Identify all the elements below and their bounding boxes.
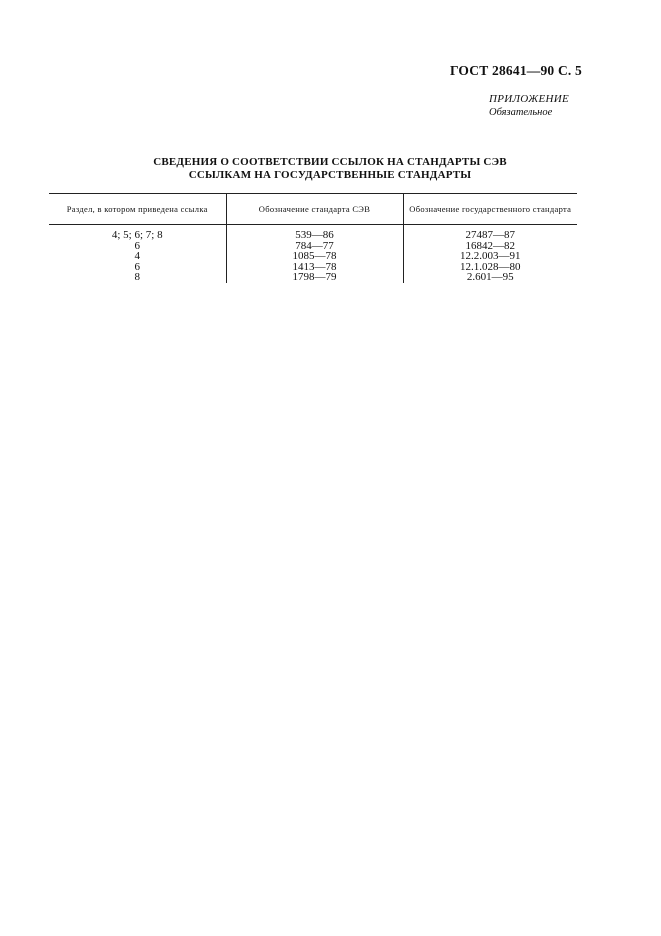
appendix-note: Обязательное [489, 107, 553, 118]
cell-cmea-standard: 1085—78 [226, 251, 403, 262]
cell-cmea-standard: 1413—78 [226, 262, 403, 273]
cell-state-standard: 2.601—95 [403, 272, 577, 283]
cell-state-standard: 27487—87 [403, 225, 577, 241]
cell-state-standard: 16842—82 [403, 241, 577, 252]
page-header-designation: ГОСТ 28641—90 С. 5 [449, 63, 582, 78]
document-title-line-2: ССЫЛКАМ НА ГОСУДАРСТВЕННЫЕ СТАНДАРТЫ [188, 169, 472, 181]
standards-reference-table [49, 193, 577, 283]
cell-section: 6 [134, 239, 140, 252]
cell-state-standard: 12.1.028—80 [403, 262, 577, 273]
appendix-block [489, 93, 569, 119]
cell-state-standard: 12.2.003—91 [403, 251, 577, 262]
cell-cmea-standard: 784—77 [226, 241, 403, 252]
table-header-row [49, 194, 577, 225]
cell-section: 8 [134, 271, 140, 284]
column-header-cmea-standard: Обозначение стандарта СЭВ [226, 194, 403, 225]
table-row [49, 272, 577, 283]
cell-section: 4 [134, 250, 140, 263]
document-title [100, 156, 560, 182]
column-header-section: Раздел, в котором приведена ссылка [49, 194, 226, 225]
cell-cmea-standard: 1798—79 [226, 272, 403, 283]
cell-section: 6 [134, 260, 140, 273]
document-title-line-1: СВЕДЕНИЯ О СООТВЕТСТВИИ ССЫЛОК НА СТАНДАРТЫ СЭВ [153, 156, 507, 168]
cell-section: 4; 5; 6; 7; 8 [111, 229, 163, 241]
column-header-state-standard: Обозначение государственного стандарта [403, 194, 577, 225]
cell-cmea-standard: 539—86 [226, 225, 403, 241]
table-row [49, 225, 577, 241]
appendix-label: ПРИЛОЖЕНИЕ [489, 93, 569, 105]
